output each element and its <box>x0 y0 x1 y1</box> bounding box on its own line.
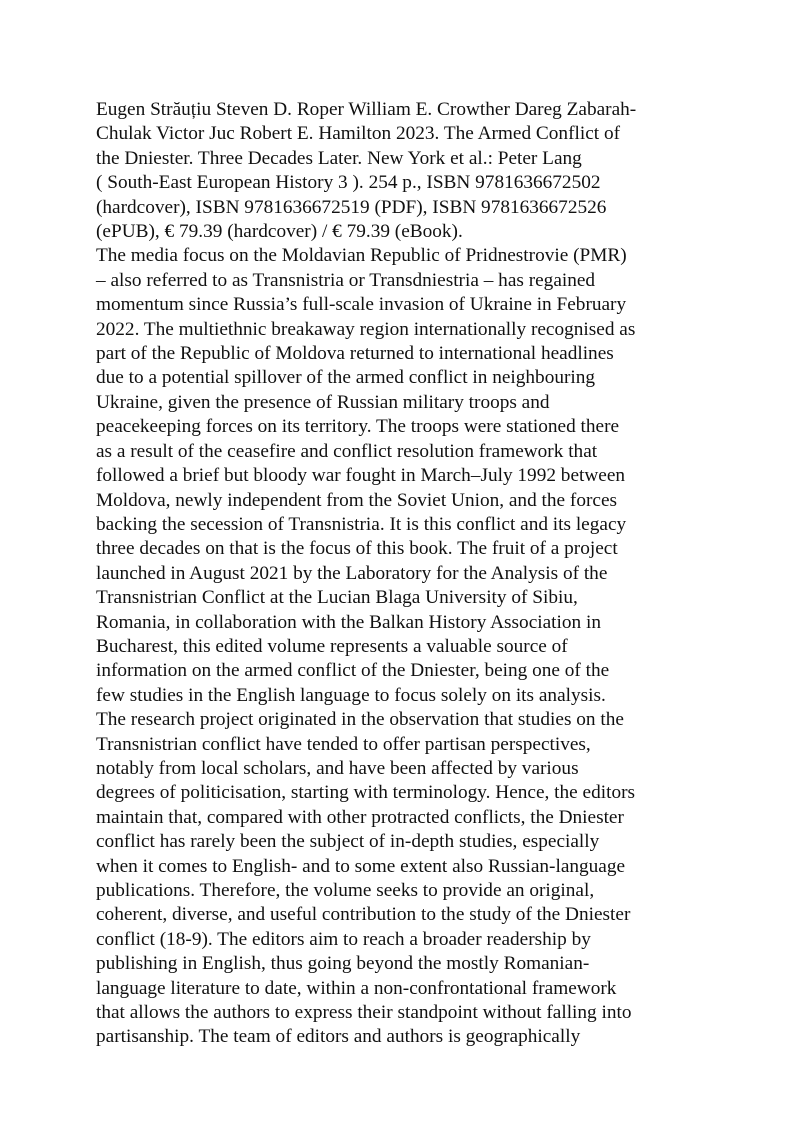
citation-line: ( South-East European History 3 ). 254 p., ISBN 9781636672502 <box>96 172 601 194</box>
body-line: language literature to date, within a non-confrontational framework <box>96 977 617 999</box>
body-line: conflict (18-9). The editors aim to reach a broader readership by <box>96 928 591 950</box>
body-line: Transnistrian conflict have tended to offer partisan perspectives, <box>96 733 591 755</box>
body-line: – also referred to as Transnistria or Transdniestria – has regained <box>96 269 596 291</box>
body-line: information on the armed conflict of the Dniester, being one of the <box>96 660 610 682</box>
body-line: Romania, in collaboration with the Balkan History Association in <box>96 611 601 633</box>
citation-line: (ePUB), € 79.39 (hardcover) / € 79.39 (eBook). <box>96 221 463 243</box>
body-line: partisanship. The team of editors and authors is geographically <box>96 1026 581 1048</box>
body-line: Moldova, newly independent from the Soviet Union, and the forces <box>96 489 618 511</box>
citation-line: (hardcover), ISBN 9781636672519 (PDF), ISBN 9781636672526 <box>96 196 607 218</box>
body-line: 2022. The multiethnic breakaway region internationally recognised as <box>96 318 636 340</box>
body-line: due to a potential spillover of the armed conflict in neighbouring <box>96 367 596 389</box>
body-line: coherent, diverse, and useful contribution to the study of the Dniester <box>96 904 631 926</box>
body-paragraph <box>96 244 708 1049</box>
citation-line: the Dniester. Three Decades Later. New York et al.: Peter Lang <box>96 147 582 169</box>
body-line: Ukraine, given the presence of Russian military troops and <box>96 391 550 413</box>
document-page <box>96 98 708 1050</box>
citation-block <box>96 98 708 244</box>
body-line: momentum since Russia’s full-scale invasion of Ukraine in February <box>96 294 627 316</box>
body-line: Bucharest, this edited volume represents a valuable source of <box>96 635 568 657</box>
body-line: publishing in English, thus going beyond the mostly Romanian- <box>96 953 590 975</box>
body-line: backing the secession of Transnistria. It is this conflict and its legacy <box>96 513 627 535</box>
body-line: when it comes to English- and to some extent also Russian-language <box>96 855 626 877</box>
body-line: three decades on that is the focus of this book. The fruit of a project <box>96 538 618 560</box>
body-line: that allows the authors to express their standpoint without falling into <box>96 1002 632 1024</box>
body-line: degrees of politicisation, starting with terminology. Hence, the editors <box>96 782 636 804</box>
body-line: as a result of the ceasefire and conflict resolution framework that <box>96 440 598 462</box>
body-line: part of the Republic of Moldova returned to international headlines <box>96 343 614 365</box>
body-line: conflict has rarely been the subject of in-depth studies, especially <box>96 831 600 853</box>
body-line: The research project originated in the observation that studies on the <box>96 709 624 731</box>
citation-line: Chulak Victor Juc Robert E. Hamilton 2023. The Armed Conflict of <box>96 123 621 145</box>
body-line: publications. Therefore, the volume seeks to provide an original, <box>96 880 595 901</box>
body-line: maintain that, compared with other protracted conflicts, the Dniester <box>96 806 624 828</box>
body-line: notably from local scholars, and have been affected by various <box>96 757 579 779</box>
body-line: peacekeeping forces on its territory. The troops were stationed there <box>96 416 620 438</box>
body-line: few studies in the English language to focus solely on its analysis. <box>96 684 606 706</box>
body-line: The media focus on the Moldavian Republic of Pridnestrovie (PMR) <box>96 245 627 267</box>
citation-line: Eugen Străuțiu Steven D. Roper William E. Crowther Dareg Zabarah- <box>96 99 637 120</box>
body-line: followed a brief but bloody war fought in March–July 1992 between <box>96 465 626 487</box>
body-line: launched in August 2021 by the Laboratory for the Analysis of the <box>96 562 608 584</box>
body-line: Transnistrian Conflict at the Lucian Blaga University of Sibiu, <box>96 587 578 609</box>
